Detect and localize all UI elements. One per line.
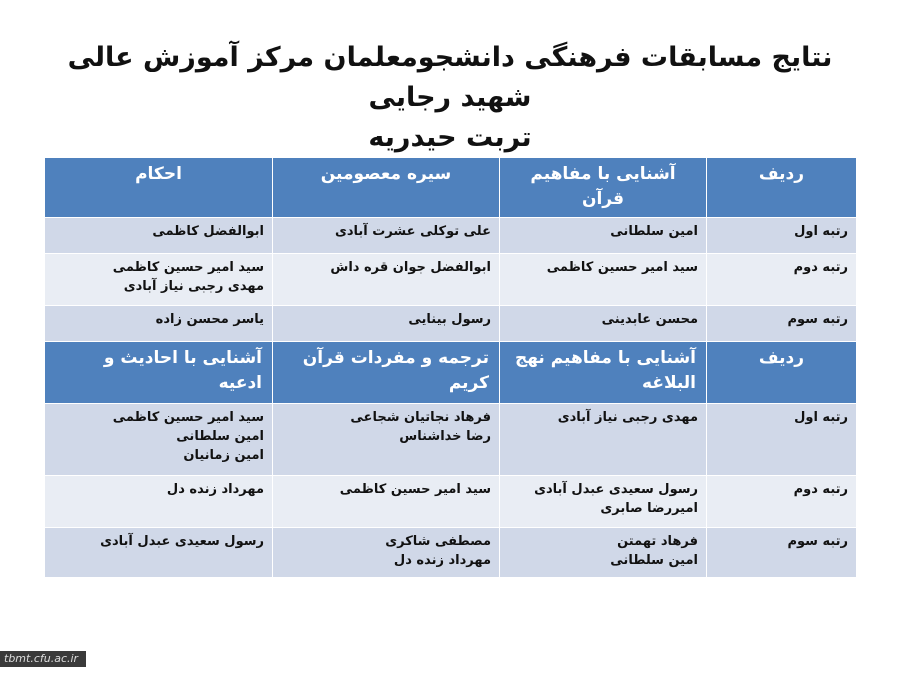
results-table	[44, 157, 857, 578]
table1-header-row	[45, 158, 857, 218]
table-row	[45, 218, 857, 254]
table2-header-row	[45, 342, 857, 404]
winner-name: علی توکلی عشرت آبادی	[334, 224, 491, 239]
winner-name: سید امیر حسین کاظمی	[546, 260, 698, 275]
winner-name: فرهاد نجاتیان شجاعی	[350, 410, 491, 425]
winner-name: مصطفی شاکری	[385, 534, 491, 549]
winner-cell	[273, 254, 500, 306]
winner-cell	[45, 254, 273, 306]
winner-name: محسن عابدینی	[601, 312, 698, 327]
winner-name: رسول سعیدی عبدل آبادی	[100, 534, 264, 549]
winner-cell	[273, 476, 500, 528]
winner-name: مهدی رجبی نیاز آبادی	[557, 410, 698, 425]
winner-cell	[273, 218, 500, 254]
winner-cell	[500, 254, 707, 306]
rank-cell: رتبه سوم	[707, 528, 857, 578]
winner-cell	[500, 404, 707, 476]
winner-name: سید امیر حسین کاظمی	[112, 260, 264, 275]
winner-name: یاسر محسن زاده	[155, 312, 264, 327]
rank-cell: رتبه اول	[707, 218, 857, 254]
table1-header-3: احکام	[45, 158, 273, 218]
winner-cell	[45, 476, 273, 528]
title-line-2: تربت حیدریه	[368, 122, 532, 153]
winner-name: امین سلطانی	[610, 553, 698, 568]
winner-cell	[500, 218, 707, 254]
table-row	[45, 476, 857, 528]
rank-cell: رتبه سوم	[707, 306, 857, 342]
page-title	[60, 38, 840, 158]
table2-header-1: آشنایی با مفاهیم نهج البلاغه	[500, 342, 707, 404]
table2-header-3: آشنایی با احادیث و ادعیه	[45, 342, 273, 404]
rank-cell: رتبه اول	[707, 404, 857, 476]
table-row	[45, 254, 857, 306]
table-row	[45, 404, 857, 476]
table-row	[45, 528, 857, 578]
winner-cell	[500, 306, 707, 342]
table2-header-0: ردیف	[707, 342, 857, 404]
table2-header-2: ترجمه و مفردات قرآن کریم	[273, 342, 500, 404]
rank-cell: رتبه دوم	[707, 254, 857, 306]
winner-name: ابوالفضل جوان قره داش	[330, 260, 491, 275]
winner-name: مهرداد زنده دل	[393, 553, 491, 568]
winner-cell	[273, 528, 500, 578]
winner-name: رسول سعیدی عبدل آبادی	[534, 482, 698, 497]
winner-cell	[45, 306, 273, 342]
table-row	[45, 306, 857, 342]
winner-cell	[45, 528, 273, 578]
winner-name: رضا خداشناس	[399, 429, 491, 444]
table1-header-2: سیره معصومین	[273, 158, 500, 218]
table1-header-1: آشنایی با مفاهیم قرآن	[500, 158, 707, 218]
winner-name: سید امیر حسین کاظمی	[112, 410, 264, 425]
winner-cell	[500, 476, 707, 528]
winner-cell	[45, 218, 273, 254]
winner-name: فرهاد تهمتن	[617, 534, 698, 549]
winner-name: امین سلطانی	[176, 429, 264, 444]
winner-cell	[500, 528, 707, 578]
rank-cell: رتبه دوم	[707, 476, 857, 528]
winner-name: رسول بینایی	[408, 312, 491, 327]
winner-name: امین زمانیان	[183, 448, 264, 463]
table1-header-0: ردیف	[707, 158, 857, 218]
winner-name: سید امیر حسین کاظمی	[339, 482, 491, 497]
winner-cell	[273, 404, 500, 476]
winner-name: ابوالفضل کاظمی	[152, 224, 264, 239]
winner-name: امیررضا صابری	[600, 501, 698, 516]
watermark: tbmt.cfu.ac.ir	[0, 651, 86, 667]
winner-cell	[273, 306, 500, 342]
winner-name: مهدی رجبی نیاز آبادی	[123, 279, 264, 294]
title-line-1: نتایج مسابقات فرهنگی دانشجومعلمان مرکز آموزش عالی شهید رجایی	[67, 42, 833, 113]
winner-name: امین سلطانی	[610, 224, 698, 239]
winner-name: مهرداد زنده دل	[166, 482, 264, 497]
winner-cell	[45, 404, 273, 476]
